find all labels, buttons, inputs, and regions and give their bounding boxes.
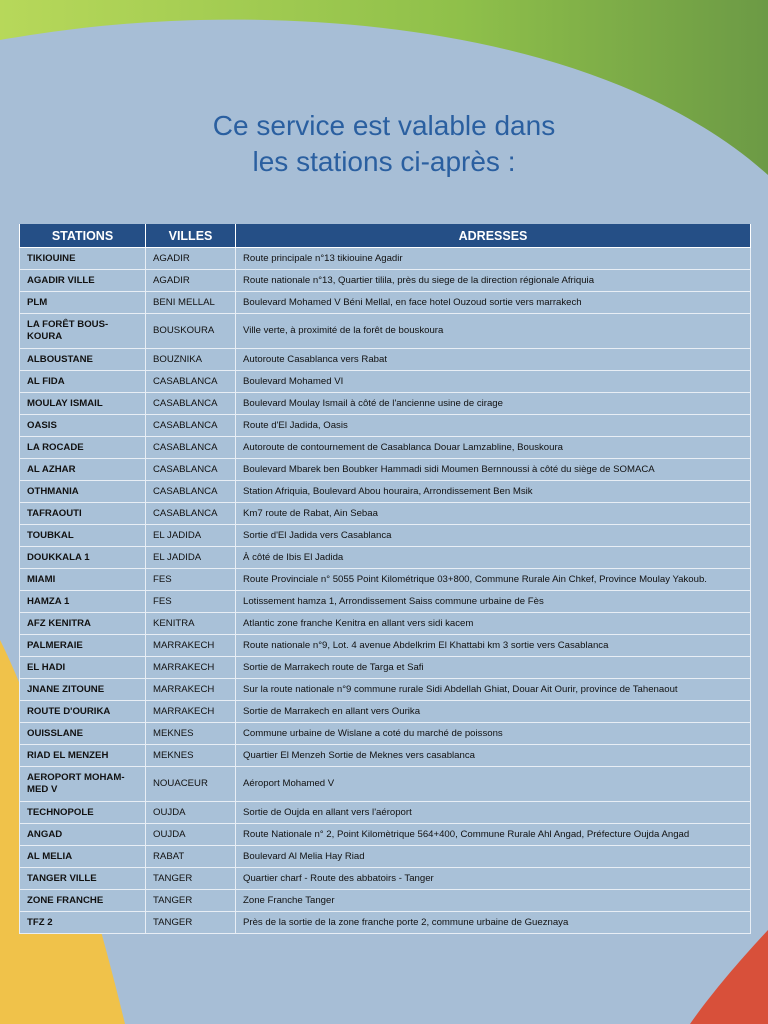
table-row (20, 802, 751, 824)
address-cell: À côté de Ibis El Jadida (236, 547, 751, 569)
address-cell: Commune urbaine de Wislane a coté du marché de poissons (236, 723, 751, 745)
city-cell: MARRAKECH (146, 657, 236, 679)
city-cell: BENI MELLAL (146, 292, 236, 314)
address-cell: Route nationale n°13, Quartier tilila, près du siege de la direction régionale Afriquia (236, 270, 751, 292)
station-cell: ZONE FRANCHE (20, 890, 146, 912)
city-cell: MARRAKECH (146, 679, 236, 701)
city-cell: RABAT (146, 846, 236, 868)
address-cell: Route principale n°13 tikiouine Agadir (236, 248, 751, 270)
station-cell: ROUTE D'OURIKA (20, 701, 146, 723)
address-cell: Sur la route nationale n°9 commune rurale Sidi Abdellah Ghiat, Douar Ait Ourir, province de Tahenaout (236, 679, 751, 701)
address-cell: Près de la sortie de la zone franche porte 2, commune urbaine de Gueznaya (236, 912, 751, 934)
stations-table (19, 224, 751, 934)
table-row (20, 525, 751, 547)
table-row (20, 890, 751, 912)
table-row (20, 459, 751, 481)
city-cell: CASABLANCA (146, 459, 236, 481)
address-cell: Station Afriquia, Boulevard Abou houraira, Arrondissement Ben Msik (236, 481, 751, 503)
header-stations: STATIONS (20, 224, 146, 248)
city-cell: CASABLANCA (146, 481, 236, 503)
table-row (20, 314, 751, 349)
table-row (20, 635, 751, 657)
city-cell: TANGER (146, 890, 236, 912)
city-cell: AGADIR (146, 270, 236, 292)
table-row (20, 679, 751, 701)
address-cell: Route nationale n°9, Lot. 4 avenue Abdelkrim El Khattabi km 3 sortie vers Casablanca (236, 635, 751, 657)
station-cell: OASIS (20, 415, 146, 437)
station-cell: RIAD EL MENZEH (20, 745, 146, 767)
address-cell: Autoroute Casablanca vers Rabat (236, 349, 751, 371)
table-row (20, 547, 751, 569)
table-row (20, 270, 751, 292)
address-cell: Boulevard Mbarek ben Boubker Hammadi sidi Moumen Bernnoussi à côté du siège de SOMACA (236, 459, 751, 481)
table-row (20, 437, 751, 459)
station-cell: ANGAD (20, 824, 146, 846)
table-row (20, 613, 751, 635)
station-cell: HAMZA 1 (20, 591, 146, 613)
city-cell: TANGER (146, 912, 236, 934)
station-cell: AL MELIA (20, 846, 146, 868)
station-cell: LA ROCADE (20, 437, 146, 459)
address-cell: Boulevard Mohamed V Béni Mellal, en face hotel Ouzoud sortie vers marrakech (236, 292, 751, 314)
table-row (20, 248, 751, 270)
header-villes: VILLES (146, 224, 236, 248)
address-cell: Boulevard Moulay Ismail à côté de l'ancienne usine de cirage (236, 393, 751, 415)
address-cell: Sortie de Marrakech en allant vers Ourika (236, 701, 751, 723)
station-cell: TOUBKAL (20, 525, 146, 547)
address-cell: Atlantic zone franche Kenitra en allant vers sidi kacem (236, 613, 751, 635)
table-row (20, 701, 751, 723)
address-cell: Lotissement hamza 1, Arrondissement Saiss commune urbaine de Fès (236, 591, 751, 613)
table-row (20, 371, 751, 393)
table-row (20, 824, 751, 846)
title-line-2: les stations ci-après : (252, 146, 516, 177)
city-cell: FES (146, 591, 236, 613)
city-cell: OUJDA (146, 824, 236, 846)
address-cell: Route Nationale n° 2, Point Kilomètrique 564+400, Commune Rurale Ahl Angad, Préfecture Oujda Angad (236, 824, 751, 846)
table-row (20, 349, 751, 371)
table-row (20, 657, 751, 679)
station-cell: EL HADI (20, 657, 146, 679)
header-adresses: ADRESSES (236, 224, 751, 248)
table-row (20, 393, 751, 415)
station-cell: TAFRAOUTI (20, 503, 146, 525)
table-row (20, 481, 751, 503)
city-cell: CASABLANCA (146, 503, 236, 525)
table-row (20, 868, 751, 890)
address-cell: Boulevard Al Melia Hay Riad (236, 846, 751, 868)
table-header-row (20, 224, 751, 248)
table-row (20, 745, 751, 767)
station-cell: AFZ KENITRA (20, 613, 146, 635)
city-cell: BOUZNIKA (146, 349, 236, 371)
address-cell: Ville verte, à proximité de la forêt de bouskoura (236, 314, 751, 349)
station-cell: OUISSLANE (20, 723, 146, 745)
city-cell: MEKNES (146, 723, 236, 745)
city-cell: CASABLANCA (146, 437, 236, 459)
table-row (20, 292, 751, 314)
table-row (20, 767, 751, 802)
city-cell: MEKNES (146, 745, 236, 767)
address-cell: Zone Franche Tanger (236, 890, 751, 912)
table-row (20, 723, 751, 745)
table-row (20, 415, 751, 437)
station-cell: TFZ 2 (20, 912, 146, 934)
page-title (0, 108, 768, 180)
table-body (20, 248, 751, 934)
station-cell: AEROPORT MOHAM-MED V (20, 767, 146, 802)
red-corner (690, 930, 768, 1024)
city-cell: KENITRA (146, 613, 236, 635)
city-cell: CASABLANCA (146, 371, 236, 393)
city-cell: BOUSKOURA (146, 314, 236, 349)
station-cell: TANGER VILLE (20, 868, 146, 890)
station-cell: TIKIOUINE (20, 248, 146, 270)
station-cell: DOUKKALA 1 (20, 547, 146, 569)
address-cell: Sortie d'El Jadida vers Casablanca (236, 525, 751, 547)
station-cell: JNANE ZITOUNE (20, 679, 146, 701)
city-cell: EL JADIDA (146, 547, 236, 569)
address-cell: Route d'El Jadida, Oasis (236, 415, 751, 437)
station-cell: MIAMI (20, 569, 146, 591)
city-cell: OUJDA (146, 802, 236, 824)
station-cell: PALMERAIE (20, 635, 146, 657)
station-cell: AL AZHAR (20, 459, 146, 481)
address-cell: Boulevard Mohamed VI (236, 371, 751, 393)
station-cell: AL FIDA (20, 371, 146, 393)
station-cell: AGADIR VILLE (20, 270, 146, 292)
city-cell: MARRAKECH (146, 635, 236, 657)
city-cell: MARRAKECH (146, 701, 236, 723)
station-cell: TECHNOPOLE (20, 802, 146, 824)
address-cell: Autoroute de contournement de Casablanca Douar Lamzabline, Bouskoura (236, 437, 751, 459)
address-cell: Km7 route de Rabat, Ain Sebaa (236, 503, 751, 525)
city-cell: CASABLANCA (146, 393, 236, 415)
table-row (20, 569, 751, 591)
table-row (20, 503, 751, 525)
address-cell: Route Provinciale n° 5055 Point Kilométrique 03+800, Commune Rurale Ain Chkef, Province Moulay Yakoub. (236, 569, 751, 591)
address-cell: Sortie de Marrakech route de Targa et Safi (236, 657, 751, 679)
address-cell: Aéroport Mohamed V (236, 767, 751, 802)
city-cell: TANGER (146, 868, 236, 890)
table-row (20, 846, 751, 868)
station-cell: OTHMANIA (20, 481, 146, 503)
title-line-1: Ce service est valable dans (212, 110, 556, 141)
city-cell: CASABLANCA (146, 415, 236, 437)
station-cell: ALBOUSTANE (20, 349, 146, 371)
city-cell: EL JADIDA (146, 525, 236, 547)
address-cell: Quartier El Menzeh Sortie de Meknes vers casablanca (236, 745, 751, 767)
city-cell: FES (146, 569, 236, 591)
city-cell: AGADIR (146, 248, 236, 270)
table-row (20, 591, 751, 613)
station-cell: MOULAY ISMAIL (20, 393, 146, 415)
address-cell: Sortie de Oujda en allant vers l'aéroport (236, 802, 751, 824)
address-cell: Quartier charf - Route des abbatoirs - Tanger (236, 868, 751, 890)
station-cell: PLM (20, 292, 146, 314)
city-cell: NOUACEUR (146, 767, 236, 802)
station-cell: LA FORÊT BOUS-KOURA (20, 314, 146, 349)
table-row (20, 912, 751, 934)
